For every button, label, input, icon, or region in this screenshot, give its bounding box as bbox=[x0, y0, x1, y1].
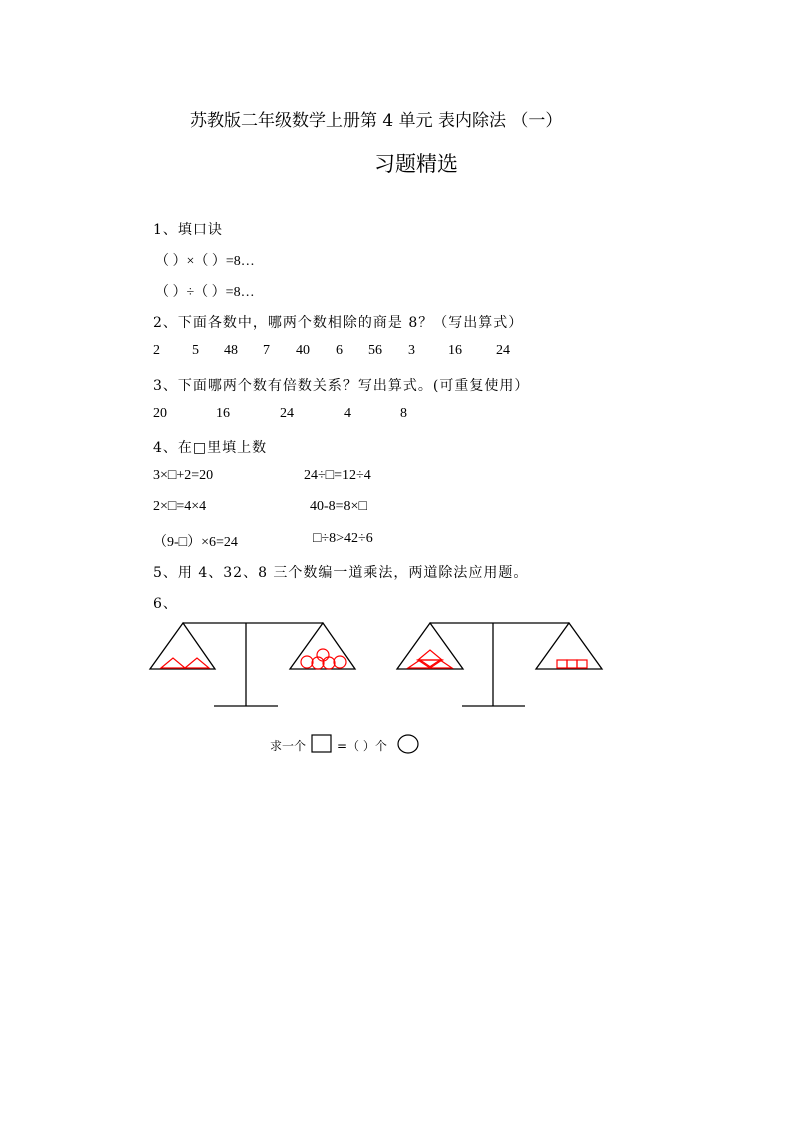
document-subtitle: 习题精选 bbox=[374, 152, 458, 176]
scale-pan-right bbox=[536, 623, 602, 669]
q1-line1: （ ）×（ ）=8… bbox=[155, 254, 255, 269]
q4-item: 40-8=8×□ bbox=[310, 499, 367, 514]
circle-shape bbox=[323, 657, 335, 669]
q4-item: 3×□+2=20 bbox=[153, 468, 214, 483]
q3-label: 3、下面哪两个数有倍数关系？写出算式。(可重复使用） bbox=[153, 378, 530, 394]
triangle-shape bbox=[161, 658, 185, 668]
q6-label: 6、 bbox=[153, 596, 178, 612]
square-shape bbox=[577, 660, 587, 668]
q3-number: 8 bbox=[400, 406, 407, 421]
q1-line2: （ ）÷（ ）=8… bbox=[155, 285, 255, 300]
q4-item: 2×□=4×4 bbox=[153, 499, 207, 514]
q2-number: 48 bbox=[224, 343, 238, 358]
circle-shape bbox=[301, 656, 313, 668]
square-shape bbox=[557, 660, 567, 668]
caption-square-shape bbox=[312, 735, 331, 752]
document-title: 苏教版二年级数学上册第 4 单元 表内除法 （一） bbox=[190, 111, 563, 131]
q2-number: 7 bbox=[263, 343, 270, 358]
q6-caption-middle: =（ ）个 bbox=[337, 739, 387, 753]
triangle-shape bbox=[418, 650, 442, 660]
q2-number: 3 bbox=[408, 343, 415, 358]
scale-pan-left bbox=[150, 623, 215, 669]
caption-circle-shape bbox=[398, 735, 418, 753]
q4-item: （9-□）×6=24 bbox=[153, 535, 238, 550]
scale-pan-left bbox=[397, 623, 463, 669]
square-shape bbox=[567, 660, 577, 668]
circle-shape bbox=[334, 656, 346, 668]
q4-item: 24÷□=12÷4 bbox=[304, 468, 371, 483]
q4-label: 4、在□里填上数 bbox=[153, 440, 268, 456]
q2-number: 5 bbox=[192, 343, 199, 358]
q2-number: 56 bbox=[368, 343, 382, 358]
q3-number: 16 bbox=[216, 406, 230, 421]
q2-number: 40 bbox=[296, 343, 310, 358]
q2-number: 16 bbox=[448, 343, 462, 358]
q1-label: 1、填口诀 bbox=[153, 222, 223, 238]
q3-number: 4 bbox=[344, 406, 351, 421]
q2-label: 2、下面各数中，哪两个数相除的商是 8？（写出算式） bbox=[153, 315, 524, 331]
q2-number: 24 bbox=[496, 343, 510, 358]
q4-item: □÷8>42÷6 bbox=[313, 531, 373, 546]
q3-number: 20 bbox=[153, 406, 167, 421]
q6-caption-prefix: 求一个 bbox=[270, 739, 307, 753]
q3-number: 24 bbox=[280, 406, 294, 421]
q2-number: 2 bbox=[153, 343, 160, 358]
q2-number: 6 bbox=[336, 343, 343, 358]
triangle-shape bbox=[185, 658, 209, 668]
q5-label: 5、用 4、32、8 三个数编一道乘法，两道除法应用题。 bbox=[153, 565, 529, 581]
